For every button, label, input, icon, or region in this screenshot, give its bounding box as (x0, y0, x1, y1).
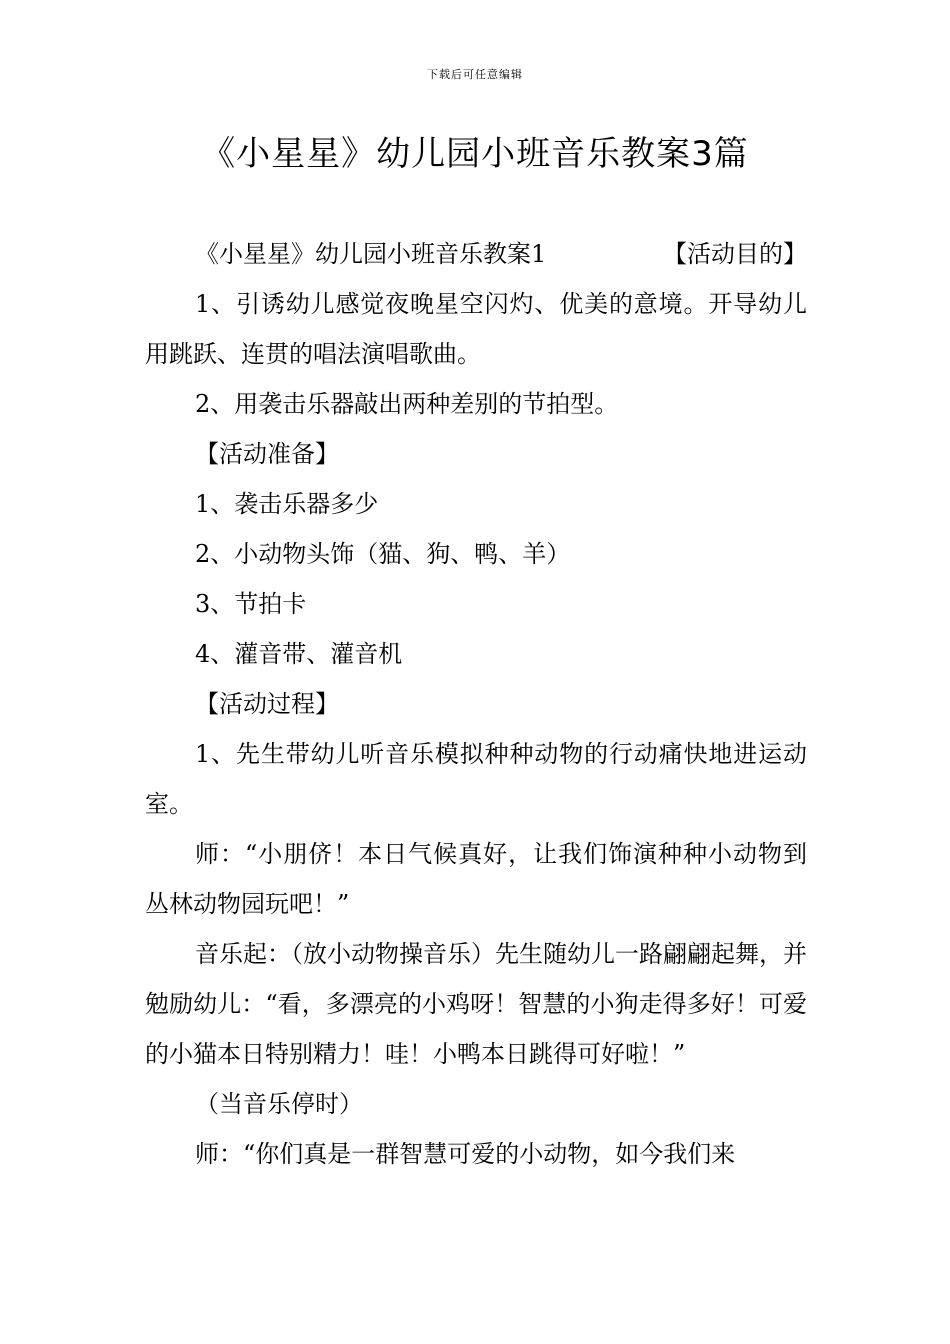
document-body (145, 229, 807, 1179)
paragraph: 1、引诱幼儿感觉夜晚星空闪灼、优美的意境。开导幼儿用跳跃、连贯的唱法演唱歌曲。 (145, 290, 807, 368)
paragraph: 2、用袭击乐器敲出两种差别的节拍型。 (195, 390, 619, 418)
paragraph: （当音乐停时） (195, 1090, 363, 1118)
section-heading-process: 【活动过程】 (195, 690, 339, 718)
intro-line (145, 229, 807, 279)
section-heading-goal: 【活动目的】 (663, 240, 807, 268)
paragraph: 师：“你们真是一群智慧可爱的小动物，如今我们来 (195, 1140, 736, 1168)
header-note: 下载后可任意编辑 (427, 68, 523, 81)
paragraph: 1、袭击乐器多少 (195, 490, 379, 518)
paragraph: 师：“小朋侪！本日气候真好，让我们饰演种种小动物到丛林动物园玩吧！” (145, 840, 807, 918)
document-title: 《小星星》幼儿园小班音乐教案3篇 (201, 134, 749, 174)
section-heading-prep: 【活动准备】 (195, 440, 339, 468)
paragraph: 3、节拍卡 (195, 590, 307, 618)
paragraph: 4、灌音带、灌音机 (195, 640, 403, 668)
intro-subtitle: 《小星星》幼儿园小班音乐教案1 (195, 240, 547, 268)
paragraph: 1、先生带幼儿听音乐模拟种种动物的行动痛快地进运动室。 (145, 740, 807, 818)
paragraph: 2、小动物头饰（猫、狗、鸭、羊） (195, 540, 571, 568)
paragraph: 音乐起：（放小动物操音乐）先生随幼儿一路翩翩起舞，并勉励幼儿：“看，多漂亮的小鸡呀！智慧的小狗走得多好！可爱的小猫本日特别精力！哇！小鸭本日跳得可好啦！” (145, 940, 807, 1068)
